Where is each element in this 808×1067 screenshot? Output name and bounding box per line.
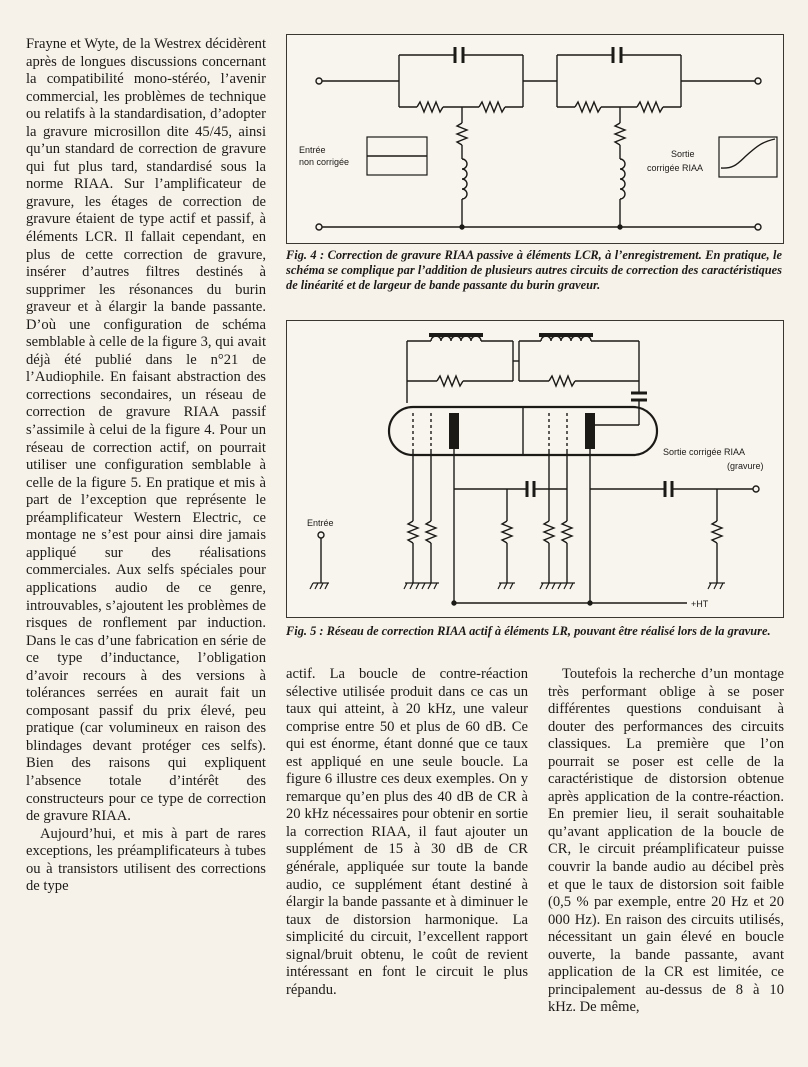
fig4-input-label-2: non corrigée <box>299 157 350 167</box>
right-paragraph: Toutefois la recherche d’un montage très performant oblige à se poser différentes questions conduisant à douter des performances des circuits classiques. La première que l’on pourrait se poser est celle de la caractéristique de distorsion obtenue après application de la contre-réaction. En premier lieu, il serait souhaitable qu’avant application de la boucle de CR, le circuit préamplificateur puisse couvrir la bande audio au décibel près et que le taux de distorsion soit faible (0,5 % par exemple, entre 20 Hz et 20 000 Hz). En raison des circuits utilisés, nécessitant un gain élevé en boucle ouverte, la bande passante, avant application de la CR est limitée, ce principalement au-dessus de 8 à 10 kHz. De même, <box>548 666 784 1016</box>
fig4-output-label-1: Sortie <box>671 149 695 159</box>
figure-5-caption: Fig. 5 : Réseau de correction RIAA actif à éléments LR, pouvant être réalisé lors de la gravure. <box>286 624 771 638</box>
figure-5-schematic <box>286 320 784 618</box>
left-paragraph-2: Aujourd’hui, et mis à part de rares exceptions, les préamplificateurs à tubes ou à transistors utilisent des corrections de type <box>26 825 266 895</box>
left-paragraph-1: Frayne et Wyte, de la Westrex décidèrent après de longues discussions concernant la compatibilité mono-stéréo, l’avenir commercial, les problèmes de technique ou relatifs à la standardisation, d’adopter la gravure microsillon dite 45/45, ainsi qu’un standard de correction de gravure qui fut plus tard, standardisé sous la norme RIAA. Sur l’amplificateur de gravure, les étages de correction de gravure étaient de type actif et passif, à éléments LCR. Il fallait cependant, en plus de cette correction de gravure, insérer d’autres filtres destinés à supprimer les résonances du burin graveur et à élargir la bande passante. D’où une configuration de schéma semblable à celle de la figure 3, qui avait déjà été publié dans le n°21 de l’Audiophile. En faisant abstraction des corrections secondaires, un réseau de correction de gravure RIAA passif s’assimile à celui de la figure 4. Pour un réseau de correction actif, on pourrait utiliser une configuration semblable à celle de la figure 5. En pratique et mis à part de l’exception que représente le préamplificateur Western Electric, ce montage ne s’est pour ainsi dire jamais appliqué sur des réalisations commerciales. Aux selfs spéciales pour applications audio de ce genre, introuvables, s’ajoutent les problèmes de risques de ronflement par induction. Dans le cas d’une fabrication en série de ce type d’inductance, l’obligation d’avoir recours à des versions à tolérances serrées en aurait fait un composant passif du prix élevé, peu pratique (car volumineux en raison des blindages devant protéger ces selfs). Bien des raisons qui expliquent l’absence totale d’intérêt des constructeurs pour ce type de correction de gravure RIAA. <box>26 36 266 825</box>
figure-4-schematic <box>286 34 784 244</box>
left-text-column <box>26 36 266 1067</box>
fig5-supply-label: +HT <box>691 599 709 609</box>
fig4-output-label-2: corrigée RIAA <box>647 163 704 173</box>
fig5-output-label-1: Sortie corrigée RIAA <box>663 447 746 457</box>
middle-paragraph: actif. La boucle de contre-réaction sélective utilisée produit dans ce cas un taux qui atteint, à 20 kHz, une valeur comprise entre 50 et plus de 60 dB. Ce qui est énorme, étant donné que ce taux est appliqué en une seule boucle. La figure 6 illustre ces deux exemples. On y remarque qu’en plus des 40 dB de CR à 20 kHz nécessaires pour obtenir en sortie la correction RIAA, il faut ajouter un supplément de 15 à 30 dB de CR générale, appliquée sur toute la bande audio, ce supplément étant destiné à élargir la bande passante et à diminuer le taux de distorsion harmonique. La simplicité du circuit, l’excellent rapport signal/bruit obtenu, le coût de revient intéressant en font le circuit le plus répandu. <box>286 666 528 998</box>
middle-text-column <box>286 666 528 1067</box>
fig4-input-label-1: Entrée <box>299 145 326 155</box>
figure-4-caption: Fig. 4 : Correction de gravure RIAA passive à éléments LCR, à l’enregistrement. En pratique, le schéma se complique par l’addition de plusieurs autres circuits de correction des caractéristiques de linéarité et de largeur de bande passante du burin graveur. <box>286 248 782 292</box>
fig5-output-label-2: (gravure) <box>727 461 764 471</box>
right-text-column <box>548 666 784 1067</box>
fig5-input-label: Entrée <box>307 518 334 528</box>
